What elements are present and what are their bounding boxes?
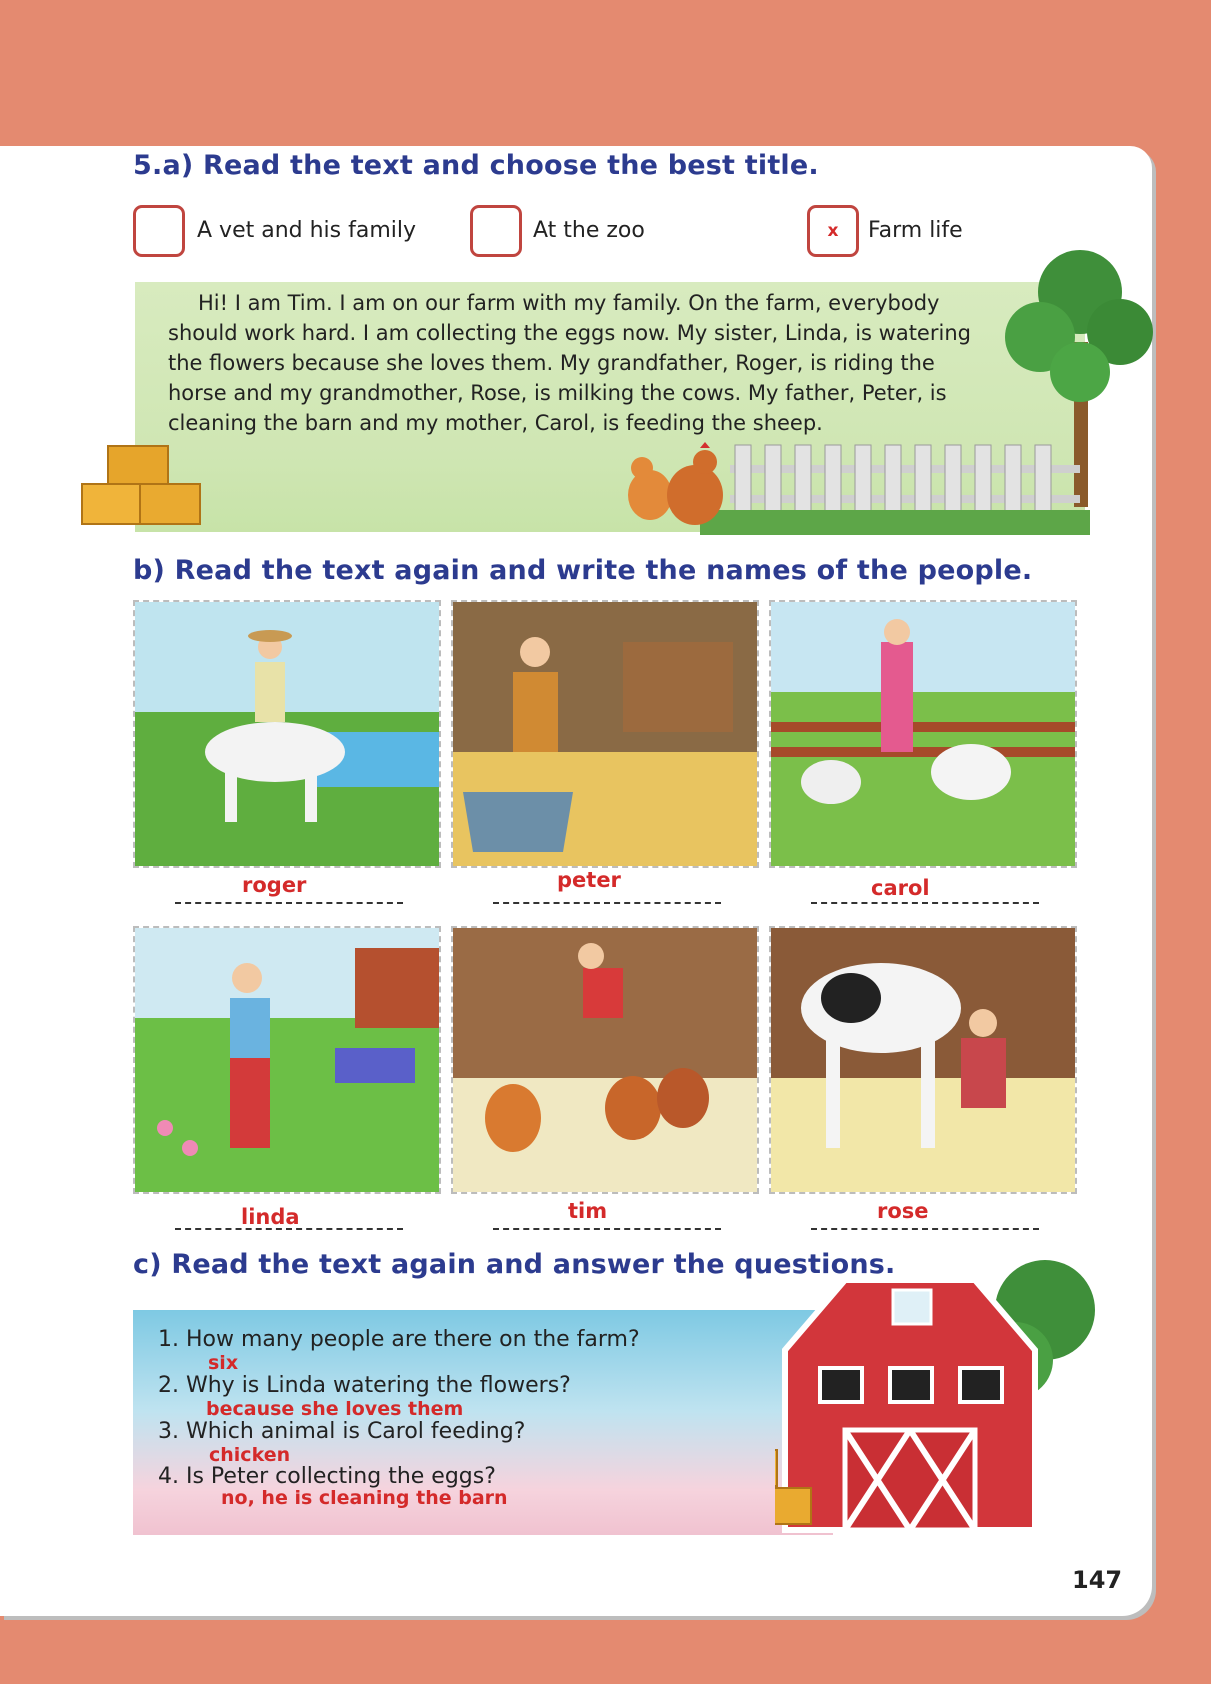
question-answer-3[interactable]: chicken [209, 1444, 291, 1466]
answer-line-2 [493, 902, 721, 904]
question-2: 2. Why is Linda watering the flowers? [158, 1373, 571, 1398]
question-3: 3. Which animal is Carol feeding? [158, 1419, 526, 1444]
answer-name-5[interactable]: tim [568, 1199, 608, 1223]
question-4: 4. Is Peter collecting the eggs? [158, 1464, 496, 1489]
answer-name-4[interactable]: linda [241, 1205, 300, 1229]
question-answer-2[interactable]: because she loves them [206, 1398, 464, 1420]
question-answer-4[interactable]: no, he is cleaning the barn [221, 1487, 508, 1509]
option-checkbox-2[interactable] [470, 205, 522, 257]
answer-line-1 [175, 902, 403, 904]
question-1: 1. How many people are there on the farm? [158, 1327, 640, 1352]
page-number: 147 [1072, 1566, 1123, 1594]
answer-name-6[interactable]: rose [877, 1199, 929, 1223]
option-checkbox-3[interactable]: x [807, 205, 859, 257]
barn-illustration [775, 1250, 1155, 1540]
picture-grandmother-milking-cow [769, 926, 1077, 1194]
reading-text: Hi! I am Tim. I am on our farm with my family. On the farm, everybody should work hard. I am collecting the eggs now. My sister, Linda, is watering the flowers because she loves them. My grandfather, Roger, is riding the horse and my grandmother, Rose, is milking the cows. My father, Peter, is cleaning the barn and my mother, Carol, is feeding the sheep. [168, 291, 971, 435]
heading-section-a: 5.a) Read the text and choose the best title. [133, 150, 819, 181]
option-checkbox-1[interactable] [133, 205, 185, 257]
option-label-1: A vet and his family [197, 218, 417, 243]
question-answer-1[interactable]: six [208, 1352, 239, 1374]
answer-line-6 [811, 1228, 1039, 1230]
picture-sister-watering-flowers [133, 926, 441, 1194]
picture-father-cleaning-barn [451, 600, 759, 868]
option-label-2: At the zoo [533, 218, 645, 243]
picture-grandfather-riding-horse [133, 600, 441, 868]
answer-name-2[interactable]: peter [557, 868, 621, 892]
heading-section-b: b) Read the text again and write the names of the people. [133, 555, 1033, 586]
option-label-3: Farm life [868, 218, 963, 243]
answer-line-3 [811, 902, 1039, 904]
answer-name-1[interactable]: roger [242, 873, 307, 897]
answer-name-3[interactable]: carol [871, 876, 930, 900]
answer-line-5 [493, 1228, 721, 1230]
picture-mother-feeding-sheep [769, 600, 1077, 868]
heading-section-c: c) Read the text again and answer the questions. [133, 1249, 896, 1280]
picture-tim-collecting-eggs [451, 926, 759, 1194]
hay-bales-illustration [78, 440, 204, 530]
fence-and-hens-illustration [620, 440, 1090, 540]
